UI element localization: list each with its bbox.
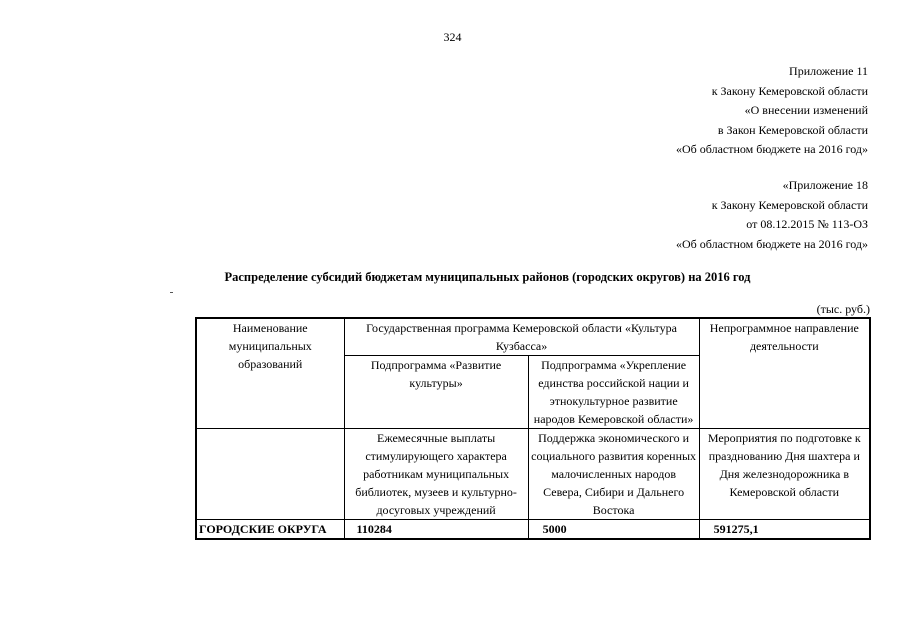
appendix-1-line: «О внесении изменений — [744, 103, 868, 117]
measure-1: Ежемесячные выплаты стимулирующего характера работникам муниципальных библиотек, музеев и культурно-досуговых учреждений — [344, 429, 528, 520]
table-measure-row — [196, 429, 870, 520]
measure-2: Поддержка экономического и социального развития коренных малочисленных народов Севера, Сибири и Дальнего Востока — [528, 429, 699, 520]
appendix-2-line: «Приложение 18 — [782, 178, 868, 192]
row-value-2: 5000 — [528, 520, 699, 540]
appendix-2-line: от 08.12.2015 № 113-ОЗ — [746, 217, 868, 231]
subsidy-table — [195, 317, 871, 540]
table-header-row — [196, 318, 870, 356]
document-title: Распределение субсидий бюджетам муниципальных районов (городских округов) на 2016 год — [224, 270, 751, 284]
appendix-block-1 — [676, 62, 868, 160]
row-value-1: 110284 — [344, 520, 528, 540]
page-number: 324 — [443, 30, 462, 44]
appendix-2-line: к Закону Кемеровской области — [711, 197, 868, 212]
scan-mark — [170, 292, 173, 293]
table-row — [196, 520, 870, 540]
nonprogram-header: Непрограммное направление деятельности — [699, 318, 870, 429]
municipality-header: Наименование муниципальных образований — [196, 318, 344, 429]
units-note: (тыс. руб.) — [816, 302, 870, 316]
appendix-1-line: к Закону Кемеровской области — [711, 83, 868, 98]
empty-cell — [196, 429, 344, 520]
appendix-1-line: в Закон Кемеровской области — [717, 122, 868, 137]
appendix-block-2 — [676, 176, 868, 254]
program-header: Государственная программа Кемеровской области «Культура Кузбасса» — [344, 318, 699, 356]
row-value-3: 591275,1 — [699, 520, 870, 540]
subprogram-1-header: Подпрограмма «Развитие культуры» — [344, 356, 528, 429]
appendix-1-line: Приложение 11 — [789, 64, 868, 78]
appendix-1-line: «Об областном бюджете на 2016 год» — [676, 142, 868, 156]
row-name: ГОРОДСКИЕ ОКРУГА — [196, 520, 344, 540]
appendix-2-line: «Об областном бюджете на 2016 год» — [676, 236, 868, 251]
subprogram-2-header: Подпрограмма «Укрепление единства российской нации и этнокультурное развитие народов Кемеровской области» — [528, 356, 699, 429]
measure-3: Мероприятия по подготовке к празднованию Дня шахтера и Дня железнодорожника в Кемеровской области — [699, 429, 870, 520]
